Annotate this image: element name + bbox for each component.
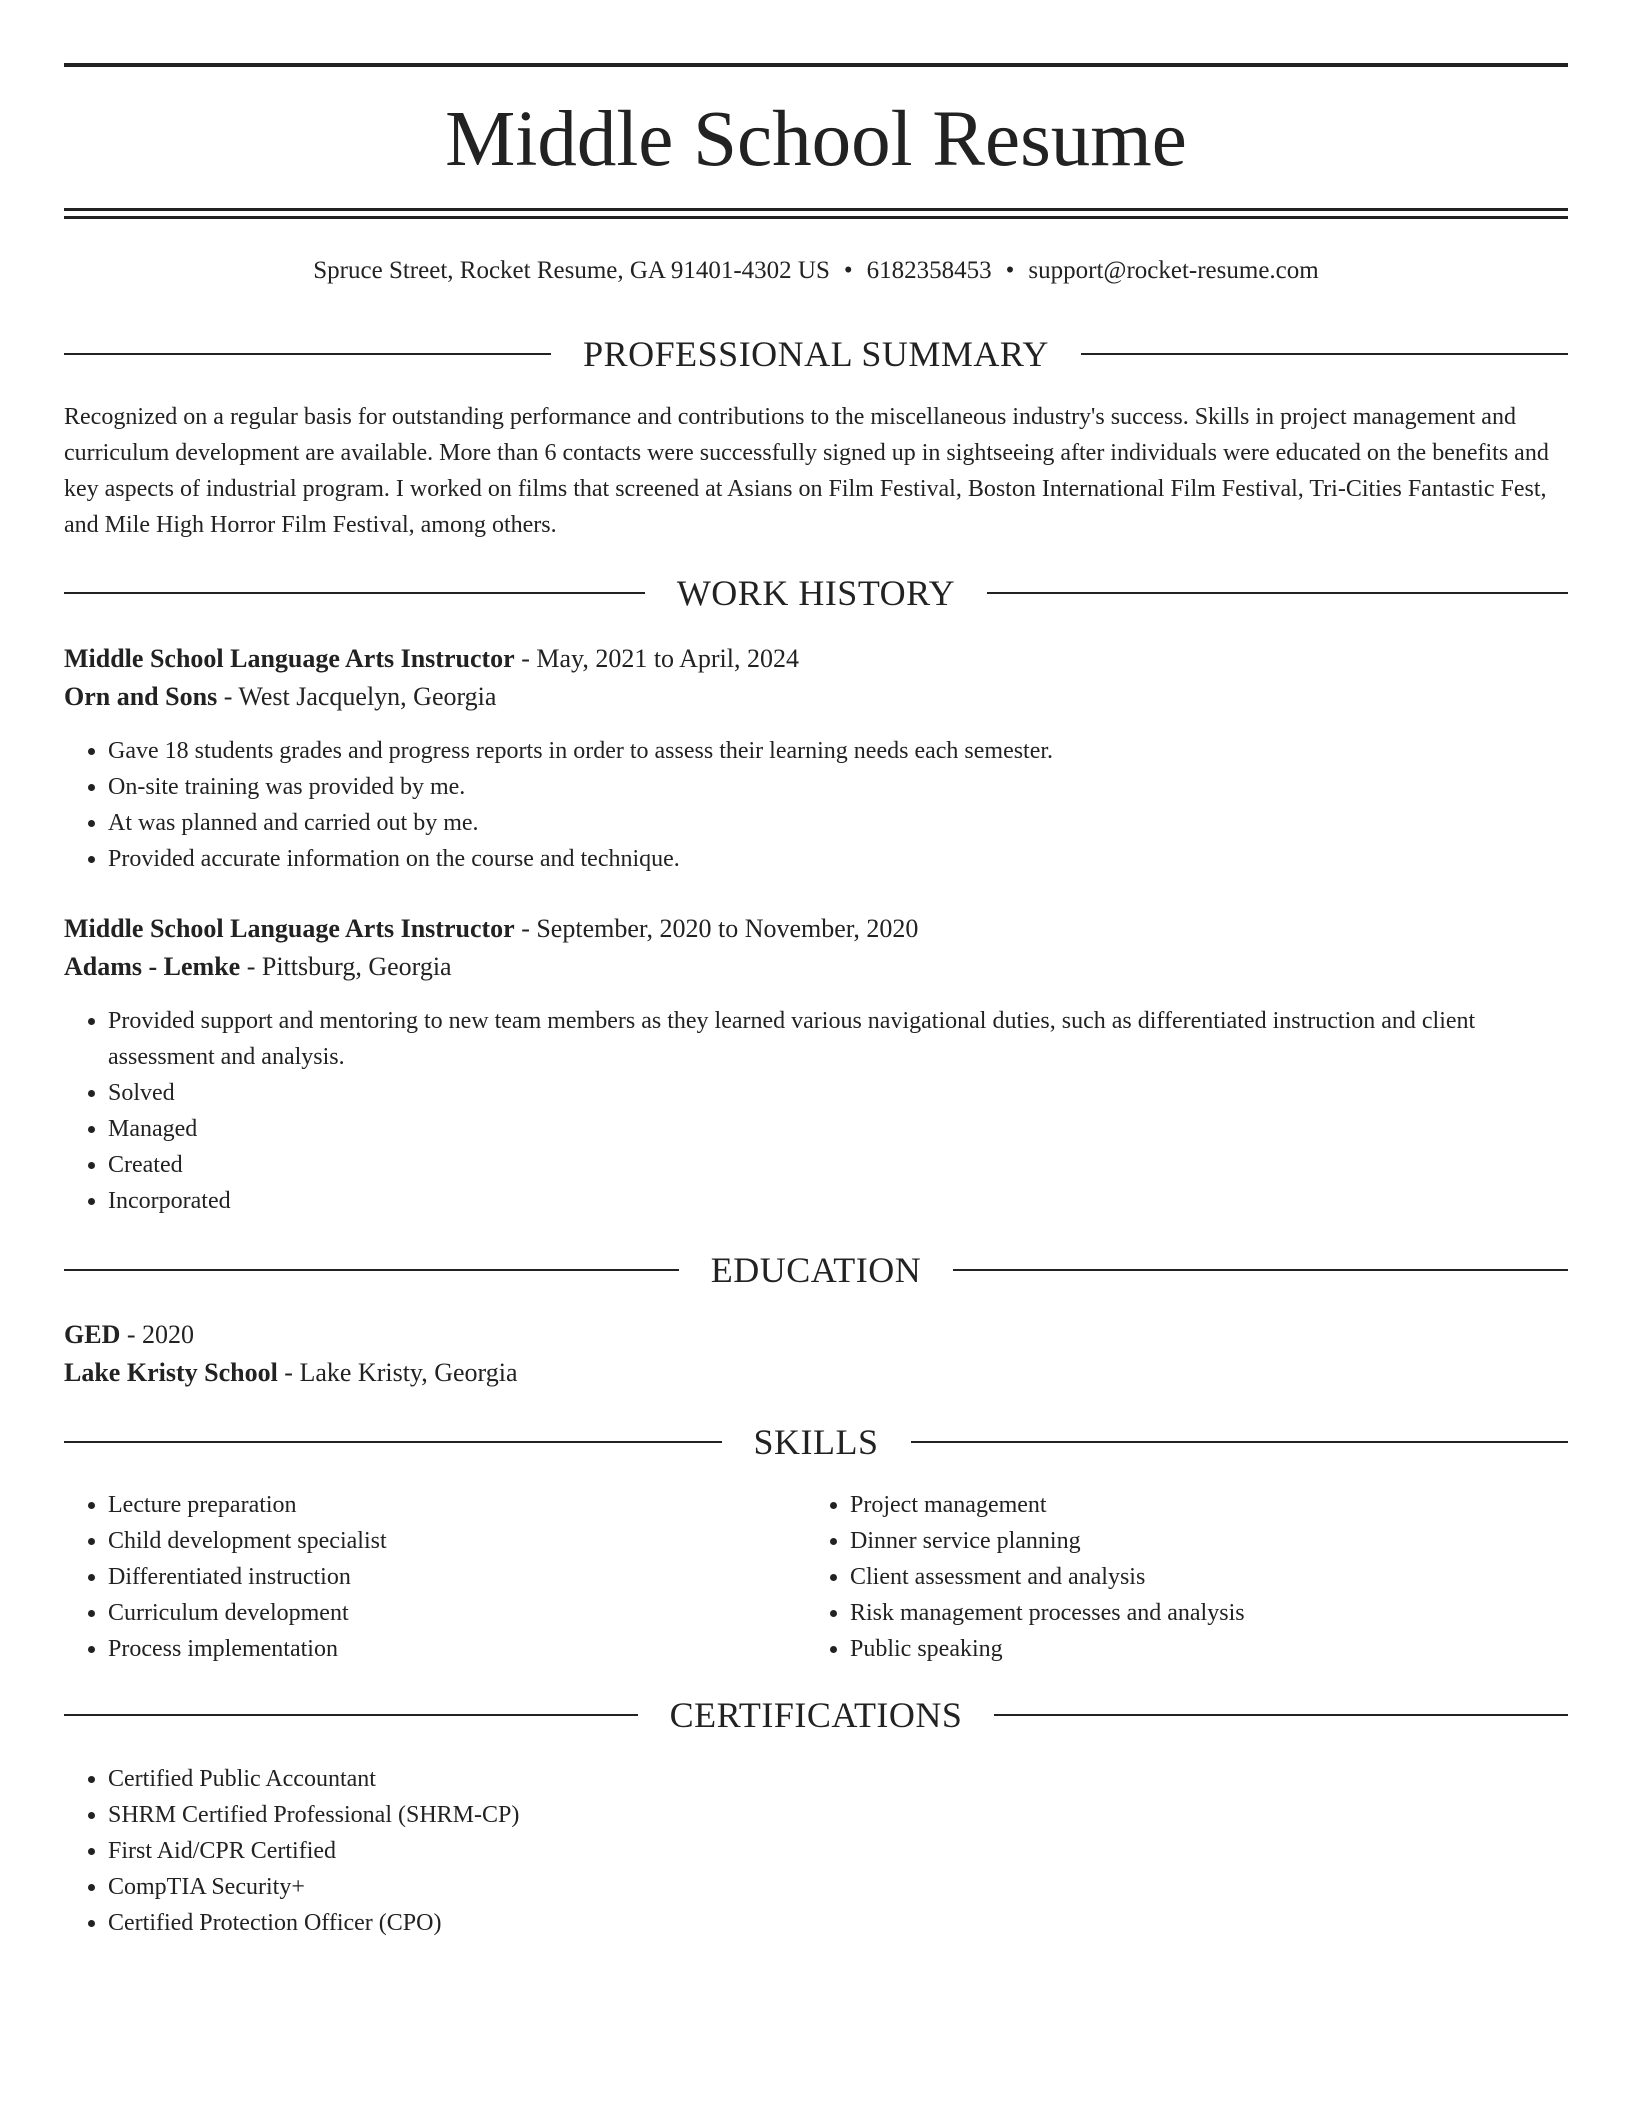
certifications-heading — [64, 1693, 1568, 1737]
job-location: - Pittsburg, Georgia — [240, 952, 452, 981]
list-item: • Client assessment and analysis — [850, 1559, 1550, 1595]
degree: GED — [64, 1320, 121, 1349]
work-history-heading-label: WORK HISTORY — [676, 573, 956, 613]
list-item: • Certified Protection Officer (CPO) — [108, 1905, 1612, 1941]
heading-rule-right — [953, 1269, 1568, 1271]
list-item: • First Aid/CPR Certified — [108, 1833, 1612, 1869]
job-title: Middle School Language Arts Instructor — [64, 914, 515, 943]
education-heading-label: EDUCATION — [710, 1250, 922, 1290]
heading-rule-right — [994, 1714, 1568, 1716]
skills-list-right — [806, 1487, 1550, 1667]
contact-separator: • — [1005, 257, 1015, 284]
list-item: • On-site training was provided by me. — [108, 769, 1612, 805]
school-line — [64, 1355, 1568, 1391]
heading-rule-right — [1081, 353, 1568, 355]
header-top-rule — [64, 63, 1568, 67]
skills-heading-label: SKILLS — [753, 1422, 879, 1462]
degree-year: - 2020 — [120, 1320, 195, 1349]
contact-line — [64, 254, 1568, 288]
heading-rule-left — [64, 1269, 679, 1271]
job-title-line — [64, 641, 1568, 677]
heading-rule-left — [64, 353, 551, 355]
job-company-line — [64, 679, 1568, 715]
list-item: • Created — [108, 1147, 1568, 1183]
heading-rule-left — [64, 592, 645, 594]
list-item: • Incorporated — [108, 1183, 1568, 1219]
list-item: • Provided accurate information on the course and technique. — [108, 841, 1612, 877]
list-item: • Managed — [108, 1111, 1568, 1147]
job-title-line — [64, 911, 1568, 947]
list-item: • SHRM Certified Professional (SHRM-CP) — [108, 1797, 1612, 1833]
contact-email[interactable]: support@rocket-resume.com — [1028, 257, 1319, 284]
list-item: • Lecture preparation — [108, 1487, 808, 1523]
contact-phone[interactable]: 6182358453 — [866, 257, 992, 284]
school-location: - Lake Kristy, Georgia — [277, 1358, 518, 1387]
contact-address: Spruce Street, Rocket Resume, GA 91401-4302 US — [313, 257, 830, 284]
summary-heading — [64, 332, 1568, 376]
list-item: • Solved — [108, 1075, 1568, 1111]
summary-heading-label: PROFESSIONAL SUMMARY — [583, 334, 1049, 374]
skills-heading — [64, 1420, 1568, 1464]
list-item: • Certified Public Accountant — [108, 1761, 1612, 1797]
list-item: • At was planned and carried out by me. — [108, 805, 1612, 841]
job-company: Orn and Sons — [64, 682, 218, 711]
list-item: • CompTIA Security+ — [108, 1869, 1612, 1905]
heading-rule-right — [911, 1441, 1569, 1443]
work-history-heading — [64, 571, 1568, 615]
list-item: • Risk management processes and analysis — [850, 1595, 1550, 1631]
header-double-rule — [64, 208, 1568, 219]
certifications-list — [64, 1761, 1612, 1941]
heading-rule-right — [987, 592, 1568, 594]
certifications-heading-label: CERTIFICATIONS — [669, 1695, 963, 1735]
contact-separator: • — [843, 257, 853, 284]
job-location: - West Jacquelyn, Georgia — [217, 682, 497, 711]
education-heading — [64, 1248, 1568, 1292]
list-item: • Child development specialist — [108, 1523, 808, 1559]
list-item: • Process implementation — [108, 1631, 808, 1667]
list-item: • Curriculum development — [108, 1595, 808, 1631]
job-dates: - May, 2021 to April, 2024 — [514, 644, 799, 673]
job-dates: - September, 2020 to November, 2020 — [514, 914, 919, 943]
job-title: Middle School Language Arts Instructor — [64, 644, 515, 673]
job-company: Adams - Lemke — [64, 952, 241, 981]
list-item: • Differentiated instruction — [108, 1559, 808, 1595]
job-bullets — [64, 1003, 1568, 1219]
heading-rule-left — [64, 1441, 722, 1443]
job-bullets — [64, 733, 1612, 877]
skills-list-left — [64, 1487, 808, 1667]
list-item: • Provided support and mentoring to new team members as they learned various navigational duties, such as differentiated instruction and client assessment and analysis. — [108, 1003, 1568, 1075]
list-item: • Project management — [850, 1487, 1550, 1523]
list-item: • Public speaking — [850, 1631, 1550, 1667]
resume-title: Middle School Resume — [445, 96, 1187, 183]
job-company-line — [64, 949, 1568, 985]
school-name: Lake Kristy School — [64, 1358, 278, 1387]
list-item: • Dinner service planning — [850, 1523, 1550, 1559]
degree-line — [64, 1317, 1568, 1353]
list-item: • Gave 18 students grades and progress reports in order to assess their learning needs each semester. — [108, 733, 1612, 769]
summary-text: Recognized on a regular basis for outstanding performance and contributions to the miscellaneous industry's success. Skills in project management and curriculum development are available. More than 6 contacts were successfully signed up in sightseeing after individuals were educated on the benefits and key aspects of industrial program. I worked on films that screened at Asians on Film Festival, Boston International Film Festival, Tri-Cities Fantastic Fest, and Mile High Horror Film Festival, among others. — [64, 404, 1549, 538]
heading-rule-left — [64, 1714, 638, 1716]
